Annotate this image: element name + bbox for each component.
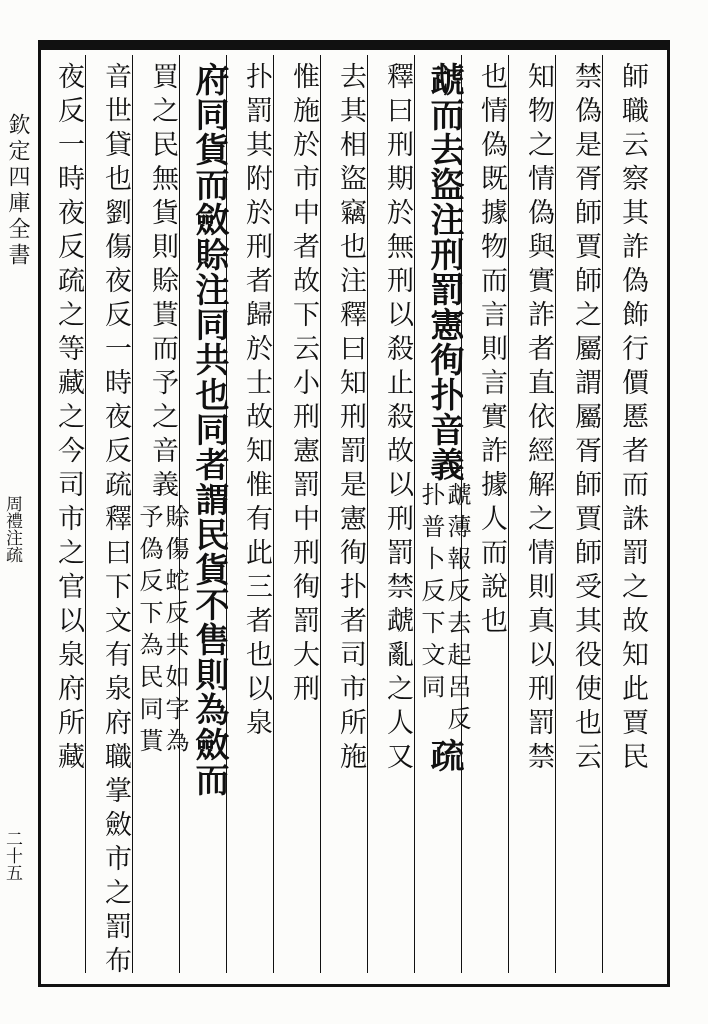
gutter-page-number: 二十五 bbox=[2, 830, 22, 881]
column-text: 扑罰其附於刑者歸於士故知惟有此三者也以泉 bbox=[241, 62, 272, 742]
annotation-line: 賒傷蛇反共如字為 bbox=[161, 504, 189, 760]
annotation-line: 扑普卜反下文同 bbox=[417, 482, 445, 706]
column-text: 音世貸也劉傷夜反一時夜反疏釋曰下文有泉府職掌斂市之罰布 bbox=[100, 62, 131, 980]
gutter bbox=[0, 55, 30, 975]
column-rule bbox=[38, 55, 39, 973]
annotation-line: 虣薄報反去起呂反 bbox=[443, 482, 471, 738]
column-text: 禁偽是胥師賈師之屬謂屬胥師賈師受其役使也云 bbox=[570, 62, 601, 776]
text-column bbox=[39, 62, 97, 967]
gutter-book-title: 周禮注疏 bbox=[2, 495, 22, 563]
column-text: 去其相盜竊也注釋曰知刑罰是憲徇扑者司市所施 bbox=[335, 62, 366, 776]
column-text: 買之民無貨則賒貰而予之音義 bbox=[147, 62, 178, 504]
column-tail-text: 疏 bbox=[424, 738, 464, 773]
column-text: 府同貨而斂賒注同共也同者謂民貨不售則為斂而 bbox=[189, 62, 229, 797]
column-text: 也情偽既據物而言則言實詐據人而說也 bbox=[476, 62, 507, 640]
gutter-title: 欽定四庫全書 bbox=[5, 113, 30, 269]
column-text: 釋曰刑期於無刑以殺止殺故以刑罰禁虣亂之人又 bbox=[382, 62, 413, 776]
annotation-line: 予偽反下為民同貰 bbox=[135, 504, 163, 760]
column-text: 惟施於市中者故下云小刑憲罰中刑徇罰大刑 bbox=[288, 62, 319, 708]
column-text: 虣而去盜注刑罰憲徇扑音義 bbox=[424, 62, 464, 482]
column-text: 夜反一時夜反疏之等藏之今司市之官以泉府所藏 bbox=[53, 62, 84, 776]
column-text: 師職云察其詐偽飾行價慝者而誅罰之故知此賈民 bbox=[617, 62, 648, 776]
column-text: 知物之情偽與實詐者直依經解之情則真以刑罰禁 bbox=[523, 62, 554, 776]
